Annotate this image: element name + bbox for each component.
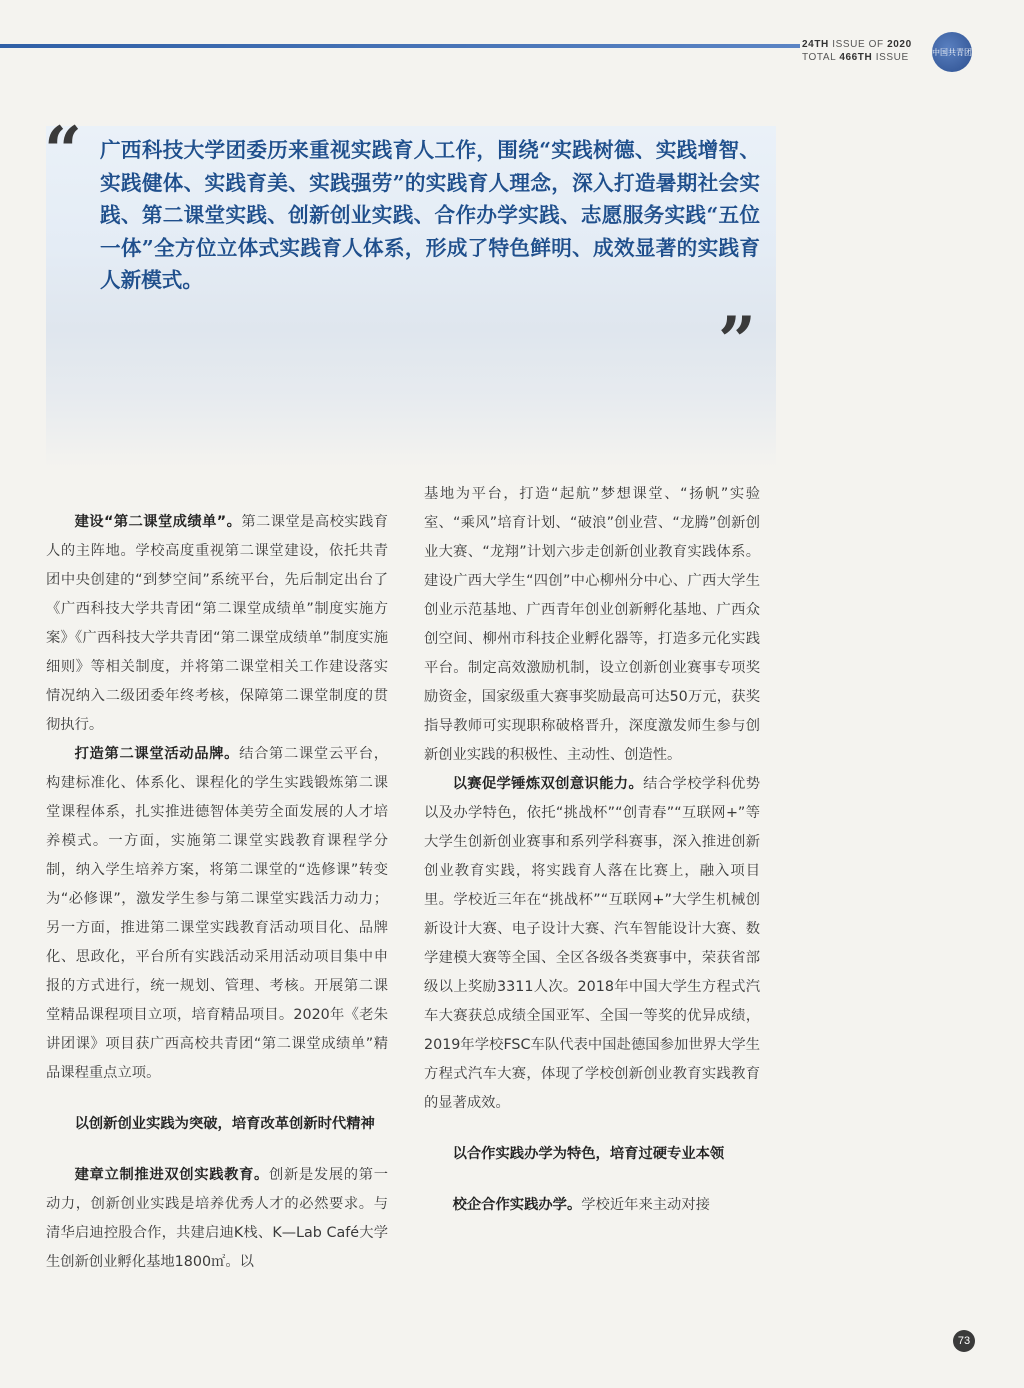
issue-info [802,38,922,64]
hero-fade [46,398,776,468]
paragraph: 以赛促学锤炼双创意识能力。结合学校学科优势以及办学特色，依托“挑战杯”“创青春”“互联网+”等大学生创新创业赛事和系列学科赛事，深入推进创新创业教育实践，将实践育人落在比赛上，融入项目里。学校近三年在“挑战杯”“互联网+”大学生机械创新设计大赛、电子设计大赛、汽车智能设计大赛、数学建模大赛等全国、全区各级各类赛事中，荣获省部级以上奖励3311人次。2018年中国大学生方程式汽车大赛获总成绩全国亚军、全国一等奖的优异成绩，2019年学校FSC车队代表中国赴德国参加世界大学生方程式汽车大赛，体现了学校创新创业教育实践教育的显著成效。 [424,776,761,1111]
paragraph: 建设“第二课堂成绩单”。第二课堂是高校实践育人的主阵地。学校高度重视第二课堂建设，依托共青团中央创建的“到梦空间”系统平台，先后制定出台了《广西科技大学共青团“第二课堂成绩单”制度实施方案》《广西科技大学共青团“第二课堂成绩单”制度实施细则》等相关制度，并将第二课堂相关工作建设落实情况纳入二级团委年终考核，保障第二课堂制度的贯彻执行。 [46,514,388,733]
paragraph-lead: 建章立制推进双创实践教育。 [74,1167,270,1183]
paragraph: 建章立制推进双创实践教育。创新是发展的第一动力，创新创业实践是培养优秀人才的必然要求。与清华启迪控股合作，共建启迪K栈、K—Lab Café大学生创新创业孵化基地1800㎡。以 [46,1167,389,1270]
section-heading: 以创新创业实践为突破，培育改革创新时代精神 [74,1116,375,1132]
left-column [46,508,388,1277]
paragraph-lead: 校企合作实践办学。 [452,1197,582,1213]
magazine-logo: 中国共青团 [932,32,972,72]
issue-line-1: 24TH ISSUE OF 2020 [802,39,912,50]
issue-line-2: TOTAL 466TH ISSUE [802,52,909,63]
lead-quote: 广西科技大学团委历来重视实践育人工作，围绕“实践树德、实践增智、实践健体、实践育美、实践强劳”的实践育人理念，深入打造暑期社会实践、第二课堂实践、创新创业实践、合作办学实践、志愿服务实践“五位一体”全方位立体式实践育人体系，形成了特色鲜明、成效显著的实践育人新模式。 [100,138,760,292]
right-column [424,480,760,1220]
open-quote-mark: “ [44,112,82,190]
close-quote-mark: ” [718,302,756,380]
paragraph-lead: 打造第二课堂活动品牌。 [74,746,240,762]
paragraph-lead: 以赛促学锤炼双创意识能力。 [452,776,644,792]
section-heading: 以合作实践办学为特色，培育过硬专业本领 [452,1146,725,1162]
paragraph: 校企合作实践办学。学校近年来主动对接 [452,1197,710,1213]
paragraph-lead: 建设“第二课堂成绩单”。 [74,514,242,530]
header-rule [0,44,800,48]
paragraph: 基地为平台，打造“起航”梦想课堂、“扬帆”实验室、“乘风”培育计划、“破浪”创业营、“龙腾”创新创业大赛、“龙翔”计划六步走创新创业教育实践体系。建设广西大学生“四创”中心柳州分中心、广西大学生创业示范基地、广西青年创业创新孵化基地、广西众创空间、柳州市科技企业孵化器等，打造多元化实践平台。制定高效激励机制，设立创新创业赛事专项奖励资金，国家级重大赛事奖励最高可达50万元，获奖指导教师可实现职称破格晋升，深度激发师生参与创新创业实践的积极性、主动性、创造性。 [424,486,760,763]
page-number: 73 [953,1330,975,1352]
paragraph: 打造第二课堂活动品牌。结合第二课堂云平台，构建标准化、体系化、课程化的学生实践锻炼第二课堂课程体系，扎实推进德智体美劳全面发展的人才培养模式。一方面，实施第二课堂实践教育课程学分制，纳入学生培养方案，将第二课堂的“选修课”转变为“必修课”，激发学生参与第二课堂实践活力动力；另一方面，推进第二课堂实践教育活动项目化、品牌化、思政化，平台所有实践活动采用活动项目集中申报的方式进行，统一规划、管理、考核。开展第二课堂精品课程项目立项，培育精品项目。2020年《老朱讲团课》项目获广西高校共青团“第二课堂成绩单”精品课程重点立项。 [46,746,389,1081]
